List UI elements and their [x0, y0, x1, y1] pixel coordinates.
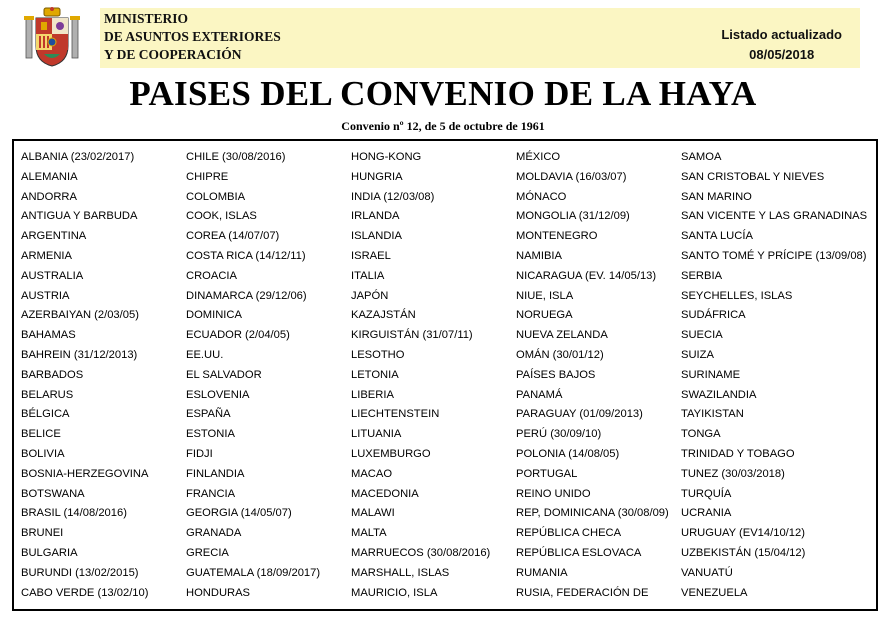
country-entry: ESTONIA [186, 428, 235, 441]
country-entry: TAYIKISTAN [681, 408, 744, 421]
country-entry: BRUNEI [21, 527, 64, 540]
country-entry: HUNGRIA [351, 170, 403, 183]
country-entry: NORUEGA [516, 309, 573, 322]
country-entry: NICARAGUA (EV. 14/05/13) [516, 269, 657, 282]
country-entry: SERBIA [681, 269, 723, 282]
country-entry: MACAO [351, 467, 393, 480]
country-entry: MONGOLIA (31/12/09) [516, 210, 630, 223]
country-entry: SAN MARINO [681, 190, 752, 203]
country-entry: REPÚBLICA CHECA [516, 527, 622, 540]
country-entry: SAMOA [681, 151, 722, 163]
country-column-1 [21, 148, 186, 603]
country-entry: SUECIA [681, 329, 723, 342]
page-title: PAISES DEL CONVENIO DE LA HAYA [129, 74, 757, 113]
country-entry: VENEZUELA [681, 586, 748, 599]
country-entry: EE.UU. [186, 348, 224, 361]
country-entry: INDIA (12/03/08) [351, 190, 435, 203]
country-entry: MARSHALL, ISLAS [351, 566, 450, 579]
updated-date: 08/05/2018 [749, 47, 815, 62]
country-entry: BELARUS [21, 388, 74, 401]
country-entry: MONTENEGRO [516, 230, 598, 243]
country-entry: FIDJI [186, 447, 213, 460]
country-entry: KAZAJSTÁN [351, 309, 416, 322]
country-entry: GUATEMALA (18/09/2017) [186, 566, 321, 579]
country-entry: ALBANIA (23/02/2017) [21, 151, 135, 163]
country-entry: OMÁN (30/01/12) [516, 348, 604, 361]
country-entry: GEORGIA (14/05/07) [186, 507, 292, 520]
country-entry: PANAMÁ [516, 388, 563, 401]
country-entry: BÉLGICA [21, 408, 70, 421]
coat-of-arms-icon [22, 6, 82, 70]
country-entry: UCRANIA [681, 507, 732, 520]
country-entry: BOSNIA-HERZEGOVINA [21, 467, 149, 480]
country-entry: NIUE, ISLA [516, 289, 574, 302]
country-entry: SUDÁFRICA [681, 309, 746, 322]
country-entry: REP, DOMINICANA (30/08/09) [516, 507, 669, 520]
country-entry: RUMANIA [516, 566, 568, 579]
country-entry: ITALIA [351, 269, 385, 282]
country-entry: POLONIA (14/08/05) [516, 447, 620, 460]
country-entry: EL SALVADOR [186, 368, 262, 381]
country-column-4 [516, 148, 681, 603]
country-entry: TURQUÍA [681, 487, 732, 500]
country-entry: BOLIVIA [21, 447, 65, 460]
country-entry: COSTA RICA (14/12/11) [186, 249, 306, 262]
country-entry: ISLANDIA [351, 230, 402, 243]
country-entry: BAHREIN (31/12/2013) [21, 348, 138, 361]
country-entry: SAN CRISTOBAL Y NIEVES [681, 170, 825, 183]
country-entry: BRASIL (14/08/2016) [21, 507, 127, 520]
country-entry: DOMINICA [186, 309, 242, 322]
country-entry: LETONIA [351, 368, 399, 381]
country-entry: ARGENTINA [21, 230, 87, 243]
country-entry: CABO VERDE (13/02/10) [21, 586, 149, 599]
country-entry: ECUADOR (2/04/05) [186, 329, 290, 342]
country-entry: BULGARIA [21, 546, 78, 559]
country-entry: IRLANDA [351, 210, 400, 223]
country-entry: PAÍSES BAJOS [516, 368, 596, 381]
country-entry: GRANADA [186, 527, 242, 540]
country-column-5 [681, 148, 881, 603]
country-entry: SANTO TOMÉ Y PRÍCIPE (13/09/08) [681, 249, 867, 262]
update-info [721, 25, 842, 65]
country-entry: CHIPRE [186, 170, 229, 183]
updated-label: Listado actualizado [721, 27, 842, 42]
country-entry: MÉXICO [516, 151, 561, 163]
country-entry: TRINIDAD Y TOBAGO [681, 447, 795, 460]
country-entry: NAMIBIA [516, 249, 563, 262]
country-entry: ARMENIA [21, 249, 72, 262]
country-entry: PARAGUAY (01/09/2013) [516, 408, 643, 421]
country-entry: SURINAME [681, 368, 741, 381]
country-entry: REPÚBLICA ESLOVACA [516, 546, 642, 559]
page-subtitle: Convenio nº 12, de 5 de octubre de 1961 [341, 119, 545, 133]
country-entry: SAN VICENTE Y LAS GRANADINAS [681, 210, 868, 223]
country-entry: ANTIGUA Y BARBUDA [21, 210, 138, 223]
country-entry: COREA (14/07/07) [186, 230, 280, 243]
country-entry: AUSTRALIA [21, 269, 84, 282]
country-entry: CROACIA [186, 269, 237, 282]
country-entry: BAHAMAS [21, 329, 76, 342]
country-entry: LITUANIA [351, 428, 402, 441]
country-entry: SEYCHELLES, ISLAS [681, 289, 793, 302]
country-entry: SUIZA [681, 348, 714, 361]
country-entry: FINLANDIA [186, 467, 245, 480]
country-entry: MÓNACO [516, 190, 567, 203]
country-column-3 [351, 148, 516, 603]
country-entry: LIECHTENSTEIN [351, 408, 440, 421]
country-entry: CHILE (30/08/2016) [186, 151, 286, 163]
country-entry: ISRAEL [351, 249, 391, 262]
country-entry: BURUNDI (13/02/2015) [21, 566, 139, 579]
country-entry: MARRUECOS (30/08/2016) [351, 546, 491, 559]
country-entry: FRANCIA [186, 487, 236, 500]
country-entry: ALEMANIA [21, 170, 78, 183]
country-entry: SWAZILANDIA [681, 388, 757, 401]
country-entry: COLOMBIA [186, 190, 246, 203]
country-column-2 [186, 148, 351, 603]
country-entry: ESPAÑA [186, 408, 231, 421]
country-entry: BOTSWANA [21, 487, 85, 500]
country-entry: TUNEZ (30/03/2018) [681, 467, 785, 480]
country-entry: SANTA LUCÍA [681, 230, 753, 243]
ministry-name [104, 10, 281, 64]
country-entry: MALTA [351, 527, 387, 540]
country-entry: AZERBAIYAN (2/03/05) [21, 309, 139, 322]
country-entry: URUGUAY (EV14/10/12) [681, 527, 805, 540]
country-entry: LUXEMBURGO [351, 447, 431, 460]
country-entry: AUSTRIA [21, 289, 70, 302]
country-entry: MOLDAVIA (16/03/07) [516, 170, 627, 183]
country-entry: MAURICIO, ISLA [351, 586, 438, 599]
country-entry: VANUATÚ [681, 566, 733, 579]
country-entry: MACEDONIA [351, 487, 419, 500]
country-entry: RUSIA, FEDERACIÓN DE [516, 586, 649, 599]
country-entry: LESOTHO [351, 348, 405, 361]
country-entry: PORTUGAL [516, 467, 578, 480]
country-entry: LIBERIA [351, 388, 394, 401]
country-entry: HONDURAS [186, 586, 251, 599]
country-entry: HONG-KONG [351, 151, 422, 163]
country-entry: KIRGUISTÁN (31/07/11) [351, 329, 473, 342]
country-entry: BELICE [21, 428, 61, 441]
country-entry: GRECIA [186, 546, 229, 559]
country-entry: REINO UNIDO [516, 487, 591, 500]
ministry-line-2: DE ASUNTOS EXTERIORES [104, 29, 281, 44]
ministry-line-3: Y DE COOPERACIÓN [104, 47, 242, 62]
country-entry: JAPÓN [351, 289, 389, 302]
country-entry: TONGA [681, 428, 721, 441]
country-entry: PERÚ (30/09/10) [516, 428, 602, 441]
country-entry: ESLOVENIA [186, 388, 250, 401]
country-entry: COOK, ISLAS [186, 210, 257, 223]
country-entry: DINAMARCA (29/12/06) [186, 289, 307, 302]
country-list [21, 148, 881, 603]
ministry-line-1: MINISTERIO [104, 11, 189, 26]
country-entry: ANDORRA [21, 190, 77, 203]
country-entry: MALAWI [351, 507, 395, 520]
country-entry: NUEVA ZELANDA [516, 329, 608, 342]
country-entry: UZBEKISTÁN (15/04/12) [681, 546, 806, 559]
country-entry: BARBADOS [21, 368, 84, 381]
